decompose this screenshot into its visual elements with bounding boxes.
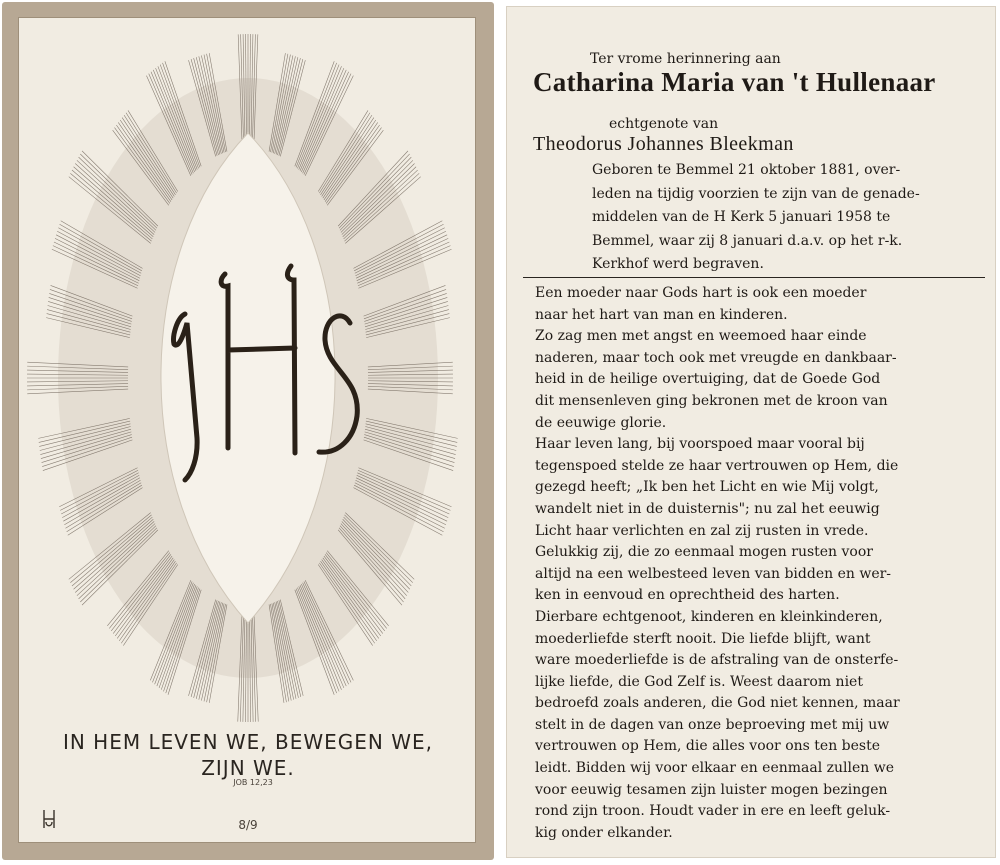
text-line: moederliefde sterft nooit. Die liefde blijft, want bbox=[535, 630, 871, 647]
text-line: kig onder elkander. bbox=[535, 824, 673, 841]
text-line: vertrouwen op Hem, die alles voor ons ten beste bbox=[535, 738, 881, 755]
deceased-name: Catharina Maria van 't Hullenaar bbox=[533, 67, 936, 97]
text-line: naderen, maar toch ook met vreugde en dankbaar- bbox=[535, 349, 897, 366]
prayer-card-front bbox=[2, 2, 494, 860]
text-line: leidt. Bidden wij voor elkaar en eenmaal zullen we bbox=[535, 760, 895, 777]
text-line: gezegd heeft; „Ik ben het Licht en wie Mij volgt, bbox=[535, 479, 879, 496]
text-line: wandelt niet in de duisternis"; nu zal het eeuwig bbox=[535, 500, 880, 517]
memorial-intro: Ter vrome herinnering aan bbox=[590, 51, 781, 67]
prayer-card-back bbox=[506, 6, 996, 858]
text-line: altijd na een welbesteed leven van bidden en wer- bbox=[535, 565, 892, 582]
text-line: voor eeuwig tesamen zijn luister mogen bezingen bbox=[535, 781, 888, 798]
motto-line-1: IN HEM LEVEN WE, BEWEGEN WE, bbox=[62, 730, 434, 754]
text-line: rond zijn troon. Houdt vader in ere en leeft geluk- bbox=[535, 803, 891, 820]
bio-line: Kerkhof werd begraven. bbox=[592, 256, 764, 273]
text-line: bedroefd zoals anderen, die God niet kennen, maar bbox=[535, 695, 900, 712]
motto-line-2: ZIJN WE. bbox=[201, 756, 295, 780]
bio-line: leden na tijdig voorzien te zijn van de genade- bbox=[592, 185, 920, 202]
text-line: dit mensenleven ging bekronen met de kroon van bbox=[535, 392, 888, 409]
spouse-intro: echtgenote van bbox=[609, 116, 719, 132]
text-line: ware moederliefde is de afstraling van de onsterfe- bbox=[535, 652, 899, 669]
text-line: tegenspoed stelde ze haar vertrouwen op Hem, die bbox=[535, 457, 899, 474]
text-line: Licht haar verlichten en zal zij rusten in vrede. bbox=[535, 522, 869, 539]
monogram-letter-s bbox=[319, 316, 357, 452]
bio-line: middelen van de H Kerk 5 januari 1958 te bbox=[592, 209, 891, 226]
text-line: Haar leven lang, bij voorspoed maar vooral bij bbox=[535, 436, 865, 453]
text-line: Een moeder naar Gods hart is ook een moeder bbox=[535, 285, 867, 301]
bio-line: Bemmel, waar zij 8 januari d.a.v. op het r-k. bbox=[592, 232, 903, 249]
memorial-text bbox=[535, 283, 975, 844]
text-line: lijke liefde, die God Zelf is. Weest daarom niet bbox=[535, 673, 863, 690]
text-line: de eeuwige glorie. bbox=[535, 414, 667, 431]
ihs-monogram bbox=[19, 18, 477, 844]
card-front-panel bbox=[18, 17, 476, 843]
text-line: heid in de heilige overtuiging, dat de Goede God bbox=[535, 371, 881, 388]
section-divider bbox=[523, 277, 985, 278]
bible-reference: JOB 12,23 bbox=[233, 778, 273, 787]
text-line: ken in eenvoud en oprechtheid des harten. bbox=[535, 587, 840, 604]
spouse-name: Theodorus Johannes Bleekman bbox=[533, 133, 794, 155]
printer-mark-icon bbox=[41, 808, 57, 830]
text-line: Zo zag men met angst en weemoed haar einde bbox=[535, 328, 867, 345]
monogram-letter-j bbox=[174, 314, 198, 480]
text-line: Gelukkig zij, die zo eenmaal mogen rusten voor bbox=[535, 544, 873, 561]
biography bbox=[592, 159, 982, 277]
text-line: Dierbare echtgenoot, kinderen en kleinkinderen, bbox=[535, 608, 883, 625]
text-line: stelt in de dagen van onze beproeving met mij uw bbox=[535, 716, 890, 733]
text-line: naar het hart van man en kinderen. bbox=[535, 306, 788, 323]
bio-line: Geboren te Bemmel 21 oktober 1881, over- bbox=[592, 162, 901, 178]
monogram-letter-h bbox=[221, 266, 295, 453]
card-number: 8/9 bbox=[238, 818, 258, 832]
